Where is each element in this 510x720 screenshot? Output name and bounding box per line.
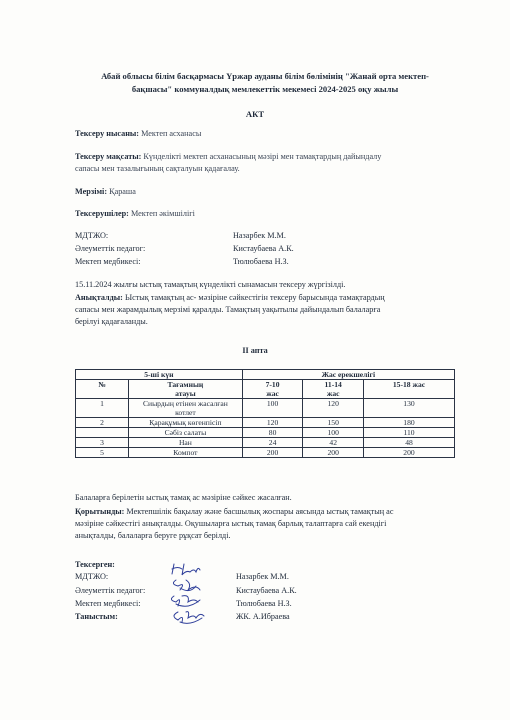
document-header xyxy=(60,70,470,96)
table-row xyxy=(76,399,455,418)
compliance-note: Балаларға берілетін ыстық тамақ ас мәзіріне сәйкес жасалған. xyxy=(75,493,292,502)
inspection-intro: 15.11.2024 жылғы ыстық тамақтың күнделікті сынамасын тексеру жүргізілді. xyxy=(75,280,346,289)
dish-column-header-line: атауы xyxy=(175,389,196,398)
table-row xyxy=(76,418,455,428)
portion-15-18: 48 xyxy=(364,438,455,448)
portion-7-10: 200 xyxy=(242,448,303,458)
inspection-period-label: Мерзімі: xyxy=(75,187,108,196)
age-15-18-header: 15-18 жас xyxy=(364,380,455,399)
portion-11-14: 120 xyxy=(303,399,364,418)
day-header: 5-ші күн xyxy=(76,370,243,380)
signature-stroke xyxy=(174,612,204,624)
table-row xyxy=(76,428,455,438)
age-header-line: жас xyxy=(266,389,279,398)
staff-role: МДТЖО: xyxy=(75,231,109,240)
age-header-line: 7-10 xyxy=(265,380,280,389)
findings-text: Ыстық тамақтың ас- мәзіріне сәйкестігін тексеру барысында тамақтардың xyxy=(122,293,385,302)
checked-by-label: Тексерген: xyxy=(75,560,115,569)
table-row xyxy=(76,438,455,448)
dish-name: Қарақұмық көгенпісіп xyxy=(129,418,243,428)
staff-role: Әлеуметтік педагог: xyxy=(75,244,146,253)
portion-15-18: 180 xyxy=(364,418,455,428)
inspection-purpose xyxy=(75,151,475,175)
inspection-purpose-label: Тексеру мақсаты: xyxy=(75,152,142,161)
dish-name: Компот xyxy=(129,448,243,458)
inspection-purpose-value-cont: сапасы мен тазалығының сақталуын қадағалау. xyxy=(75,164,240,173)
portion-11-14: 100 xyxy=(303,428,364,438)
inspectors-label: Тексерушілер: xyxy=(75,209,129,218)
checked-staff-name: Назарбек М.М. xyxy=(236,572,289,581)
staff-name: Кистаубаева А.К. xyxy=(233,244,294,253)
conclusion-text-cont: мәзіріне сәйкестігі анықталды. Оқушыларға ыстық тамақ барлық талаптарға сай екендігі xyxy=(75,519,387,528)
row-number xyxy=(76,428,129,438)
checked-staff-name: Кистаубаева А.К. xyxy=(236,586,297,595)
dish-name xyxy=(129,399,243,418)
number-column-header: № xyxy=(76,380,129,399)
conclusion xyxy=(75,506,475,542)
row-number: 2 xyxy=(76,418,129,428)
age-header-line: 11-14 xyxy=(324,380,342,389)
portion-11-14: 42 xyxy=(303,438,364,448)
staff-name: Тюлюбаева Н.З. xyxy=(233,257,289,266)
menu-table xyxy=(75,369,455,458)
portion-15-18: 130 xyxy=(364,399,455,418)
age-header: Жас ерекшелігі xyxy=(242,370,454,380)
portion-7-10: 120 xyxy=(242,418,303,428)
header-line-2: бақшасы" коммуналдық мемлекеттік мекемесі 2024-2025 оқу жылы xyxy=(131,84,399,94)
header-line-1: Абай облысы білім басқармасы Үржар ауданы білім бөлімінің "Жанай орта мектеп- xyxy=(101,71,429,81)
dish-name-line: котлет xyxy=(175,408,196,417)
acquainted-name: ЖК. А.Ибраева xyxy=(236,612,290,621)
conclusion-label: Қорытынды: xyxy=(75,507,125,516)
conclusion-text-cont: анықталды, балаларға беруге рұқсат берілді. xyxy=(75,531,231,540)
dish-name: Сәбіз салаты xyxy=(129,428,243,438)
inspection-object xyxy=(75,128,475,140)
portion-11-14: 150 xyxy=(303,418,364,428)
inspectors-value: Мектеп әкімшілігі xyxy=(128,209,195,218)
findings-text-cont: сапасы мен жарамдылық мерзімі қаралды. Тамақтың уақытылы дайындалып балаларға xyxy=(75,305,381,314)
acquainted-label: Таныстым: xyxy=(75,612,118,621)
inspectors xyxy=(75,208,475,220)
signature-stroke xyxy=(173,580,200,591)
portion-7-10: 24 xyxy=(242,438,303,448)
portion-7-10: 100 xyxy=(242,399,303,418)
portion-7-10: 80 xyxy=(242,428,303,438)
age-11-14-header xyxy=(303,380,364,399)
checked-staff-name: Тюлюбаева Н.З. xyxy=(236,599,292,608)
row-number: 5 xyxy=(76,448,129,458)
staff-name: Назарбек М.М. xyxy=(233,231,286,240)
signature-stroke xyxy=(171,596,200,607)
age-7-10-header xyxy=(242,380,303,399)
table-header-row xyxy=(76,370,455,380)
inspection-period-value: Қараша xyxy=(107,187,136,196)
handwritten-signatures xyxy=(160,560,230,628)
inspection-period xyxy=(75,186,475,198)
act-title: АКТ xyxy=(245,109,265,119)
week-label: II апта xyxy=(242,346,268,355)
dish-name-line: Сиырдың етінен жасалған xyxy=(142,399,228,408)
age-header-line: жас xyxy=(326,389,340,398)
findings xyxy=(75,292,475,328)
table-subheader-row xyxy=(76,380,455,399)
table-row xyxy=(76,448,455,458)
checked-staff-role: Әлеуметтік педагог: xyxy=(75,586,146,595)
signature-stroke xyxy=(172,564,200,575)
row-number: 3 xyxy=(76,438,129,448)
row-number: 1 xyxy=(76,399,129,418)
inspection-purpose-value: Күнделікті мектеп асханасының мәзірі мен тамақтардың дайындалу xyxy=(141,152,382,161)
findings-label: Анықталды: xyxy=(75,293,123,302)
findings-text-cont: берілуі қадағаланды. xyxy=(75,317,148,326)
portion-15-18: 110 xyxy=(364,428,455,438)
dish-column-header-line: Тағамның xyxy=(167,380,204,389)
dish-column-header xyxy=(129,380,243,399)
portion-15-18: 200 xyxy=(364,448,455,458)
checked-staff-role: Мектеп медбикесі: xyxy=(75,599,141,608)
inspection-object-label: Тексеру нысаны: xyxy=(75,129,140,138)
portion-11-14: 200 xyxy=(303,448,364,458)
checked-staff-role: МДТЖО: xyxy=(75,572,109,581)
conclusion-text: Мектепшілік бақылау және басшылық жоспары аясында ыстық тамақтың ас xyxy=(124,507,394,516)
staff-role: Мектеп медбикесі: xyxy=(75,257,141,266)
dish-name: Нан xyxy=(129,438,243,448)
inspection-object-value: Мектеп асханасы xyxy=(139,129,202,138)
